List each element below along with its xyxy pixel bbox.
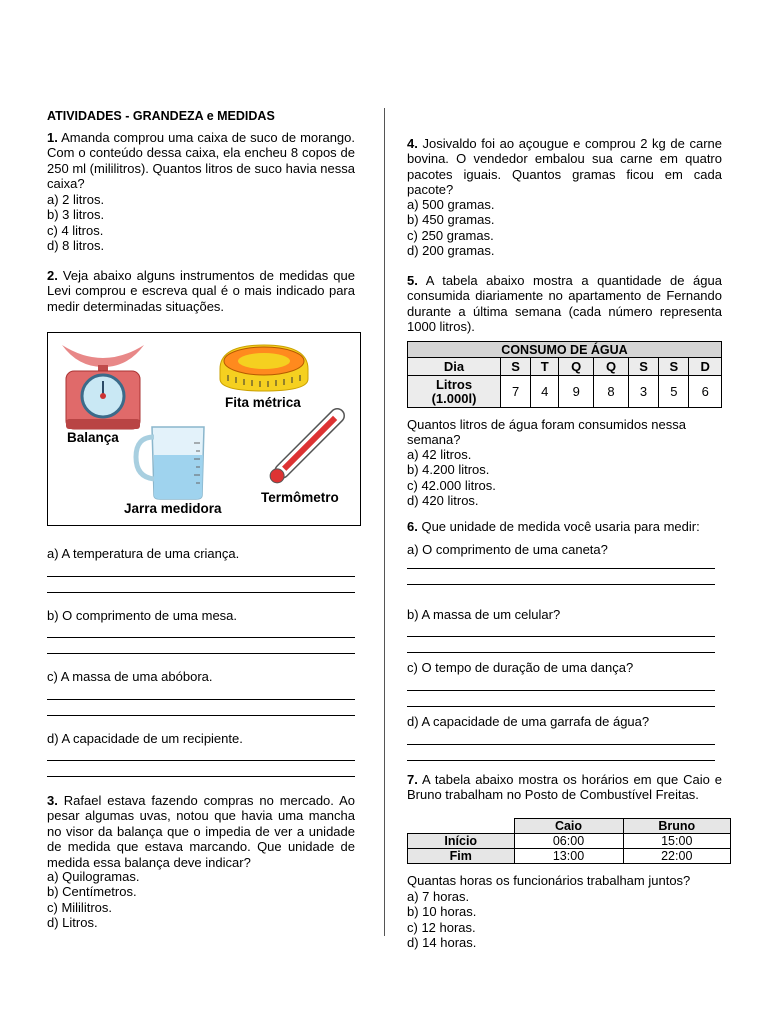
q3-option-c[interactable]: c) Mililitros. — [47, 899, 112, 915]
question-1-number: 1. — [47, 130, 58, 145]
question-7-options — [407, 889, 722, 951]
water-table-day: S — [628, 358, 658, 376]
question-6 — [407, 519, 722, 534]
q3-option-a[interactable]: a) Quilogramas. — [47, 869, 140, 884]
q4-option-a[interactable]: a) 500 gramas. — [407, 197, 495, 212]
question-3 — [47, 793, 355, 870]
question-5-number: 5. — [407, 273, 418, 288]
work-table-col-bruno: Bruno — [623, 819, 731, 834]
water-table-day: T — [531, 358, 559, 376]
q6-item-d: d) A capacidade de uma garrafa de água? — [407, 714, 650, 729]
label-jarra-medidora: Jarra medidora — [124, 501, 222, 516]
work-table-cell: 13:00 — [514, 849, 623, 864]
work-hours-table — [407, 818, 731, 864]
question-3-number: 3. — [47, 793, 58, 808]
water-table-day: Q — [559, 358, 594, 376]
water-table-value: 5 — [659, 376, 689, 408]
question-6-number: 6. — [407, 519, 418, 534]
question-7 — [407, 772, 722, 803]
q7-option-c[interactable]: c) 12 horas. — [407, 919, 476, 935]
q7-option-a[interactable]: a) 7 horas. — [407, 889, 470, 904]
question-2-number: 2. — [47, 268, 58, 283]
water-table-value: 9 — [559, 376, 594, 408]
q1-option-c[interactable]: c) 4 litros. — [47, 222, 104, 238]
q2-answer-line-d2[interactable] — [47, 776, 355, 777]
q2-item-c: c) A massa de uma abóbora. — [47, 669, 213, 684]
work-table-corner — [408, 819, 515, 834]
question-7-prompt: Quantas horas os funcionários trabalham juntos? — [407, 873, 691, 888]
water-table-values-row — [408, 376, 722, 408]
water-table-day: Q — [594, 358, 629, 376]
q5-option-d[interactable]: d) 420 litros. — [407, 493, 479, 509]
instruments-image — [47, 332, 361, 526]
question-4 — [407, 136, 722, 198]
water-table-value: 4 — [531, 376, 559, 408]
water-table-title: CONSUMO DE ÁGUA — [408, 342, 722, 358]
q2-item-b: b) O comprimento de uma mesa. — [47, 608, 238, 623]
q2-item-a: a) A temperatura de uma criança. — [47, 546, 240, 561]
q2-answer-line-d1[interactable] — [47, 760, 355, 761]
work-table-row-label: Início — [408, 834, 515, 849]
q2-answer-line-c2[interactable] — [47, 715, 355, 716]
q6-item-a: a) O comprimento de uma caneta? — [407, 542, 608, 557]
work-table-cell: 22:00 — [623, 849, 731, 864]
q6-answer-line-c1[interactable] — [407, 690, 715, 691]
q4-option-c[interactable]: c) 250 gramas. — [407, 227, 494, 243]
question-5-text: A tabela abaixo mostra a quantidade de água consumida diariamente no apartamento de Fernando durante a última semana (cada número representa 1000 litros). — [407, 273, 722, 335]
water-table-value: 3 — [628, 376, 658, 408]
question-7-number: 7. — [407, 772, 418, 787]
question-6-text: Que unidade de medida você usaria para medir: — [421, 519, 700, 534]
liters-label-line1: Litros — [435, 376, 473, 392]
q6-answer-line-c2[interactable] — [407, 706, 715, 707]
q6-answer-line-b1[interactable] — [407, 636, 715, 637]
q4-option-b[interactable]: b) 450 gramas. — [407, 212, 495, 228]
q2-answer-line-b1[interactable] — [47, 637, 355, 638]
q1-option-b[interactable]: b) 3 litros. — [47, 207, 105, 223]
question-4-text: Josivaldo foi ao açougue e comprou 2 kg de carne bovina. O vendedor embalou sua carne em quatro pacotes iguais. Quantos gramas ficou em cada pacote? — [407, 136, 722, 198]
q5-option-a[interactable]: a) 42 litros. — [407, 447, 472, 462]
q1-option-d[interactable]: d) 8 litros. — [47, 238, 105, 254]
work-table-col-caio: Caio — [514, 819, 623, 834]
label-fita-metrica: Fita métrica — [225, 395, 301, 410]
water-table-value: 7 — [501, 376, 531, 408]
kitchen-scale-icon — [58, 341, 148, 433]
question-4-options — [407, 197, 722, 259]
question-1-text: Amanda comprou uma caixa de suco de morango. Com o conteúdo dessa caixa, ela encheu 8 copos de 250 ml (mililitros). Quantos litros de suco havia nessa caixa? — [47, 130, 355, 192]
work-table-row-inicio — [408, 834, 731, 849]
water-table-liters-label — [408, 376, 501, 408]
work-table-cell: 15:00 — [623, 834, 731, 849]
q7-option-d[interactable]: d) 14 horas. — [407, 935, 477, 951]
q6-answer-line-b2[interactable] — [407, 652, 715, 653]
question-4-number: 4. — [407, 136, 418, 151]
work-table-cell: 06:00 — [514, 834, 623, 849]
q7-option-b[interactable]: b) 10 horas. — [407, 904, 477, 920]
q3-option-d[interactable]: d) Litros. — [47, 915, 98, 931]
label-termometro: Termômetro — [261, 490, 339, 505]
worksheet-title: ATIVIDADES - GRANDEZA e MEDIDAS — [47, 109, 275, 123]
q3-option-b[interactable]: b) Centímetros. — [47, 884, 137, 900]
q5-option-c[interactable]: c) 42.000 litros. — [407, 477, 496, 493]
q6-answer-line-d2[interactable] — [407, 760, 715, 761]
tape-measure-icon — [218, 339, 310, 395]
q2-answer-line-a1[interactable] — [47, 576, 355, 577]
thermometer-icon — [254, 401, 354, 497]
question-5 — [407, 273, 722, 335]
question-3-text: Rafael estava fazendo compras no mercado. Ao pesar algumas uvas, notou que havia uma mancha no visor da balança que o impedia de ver a unidade de medida que estava marcando. Que unidade de medida essa balança deve indicar? — [47, 793, 355, 870]
question-2-text: Veja abaixo alguns instrumentos de medidas que Levi comprou e escreva qual é o mais indicado para medir determinadas situações. — [47, 268, 355, 314]
q2-answer-line-a2[interactable] — [47, 592, 355, 593]
work-table-row-label: Fim — [408, 849, 515, 864]
liters-label-line2: (1.000l) — [431, 390, 477, 406]
label-balanca: Balança — [67, 430, 119, 445]
q6-item-c: c) O tempo de duração de uma dança? — [407, 660, 634, 675]
water-table-day-label: Dia — [408, 358, 501, 376]
q2-answer-line-c1[interactable] — [47, 699, 355, 700]
work-table-row-fim — [408, 849, 731, 864]
q2-answer-line-b2[interactable] — [47, 653, 355, 654]
water-table-value: 8 — [594, 376, 629, 408]
q6-item-b: b) A massa de um celular? — [407, 607, 561, 622]
column-divider — [384, 108, 385, 936]
q6-answer-line-a2[interactable] — [407, 584, 715, 585]
water-table-days-row — [408, 358, 722, 376]
water-table-value: 6 — [689, 376, 722, 408]
q5-option-b[interactable]: b) 4.200 litros. — [407, 462, 490, 478]
question-2 — [47, 268, 355, 314]
water-table-day: S — [501, 358, 531, 376]
q6-answer-line-d1[interactable] — [407, 744, 715, 745]
water-table-day: D — [689, 358, 722, 376]
question-1 — [47, 130, 355, 192]
water-table-day: S — [659, 358, 689, 376]
q4-option-d[interactable]: d) 200 gramas. — [407, 243, 495, 259]
question-7-text: A tabela abaixo mostra os horários em que Caio e Bruno trabalham no Posto de Combustível Freitas. — [407, 772, 722, 803]
question-5-prompt: Quantos litros de água foram consumidos nessa semana? — [407, 417, 686, 448]
q1-option-a[interactable]: a) 2 litros. — [47, 192, 105, 207]
question-1-options — [47, 192, 355, 254]
question-5-options — [407, 447, 722, 509]
question-3-options — [47, 869, 355, 931]
q6-answer-line-a1[interactable] — [407, 568, 715, 569]
measuring-jug-icon — [132, 423, 216, 501]
q2-item-d: d) A capacidade de um recipiente. — [47, 731, 243, 746]
water-consumption-table — [407, 341, 722, 408]
